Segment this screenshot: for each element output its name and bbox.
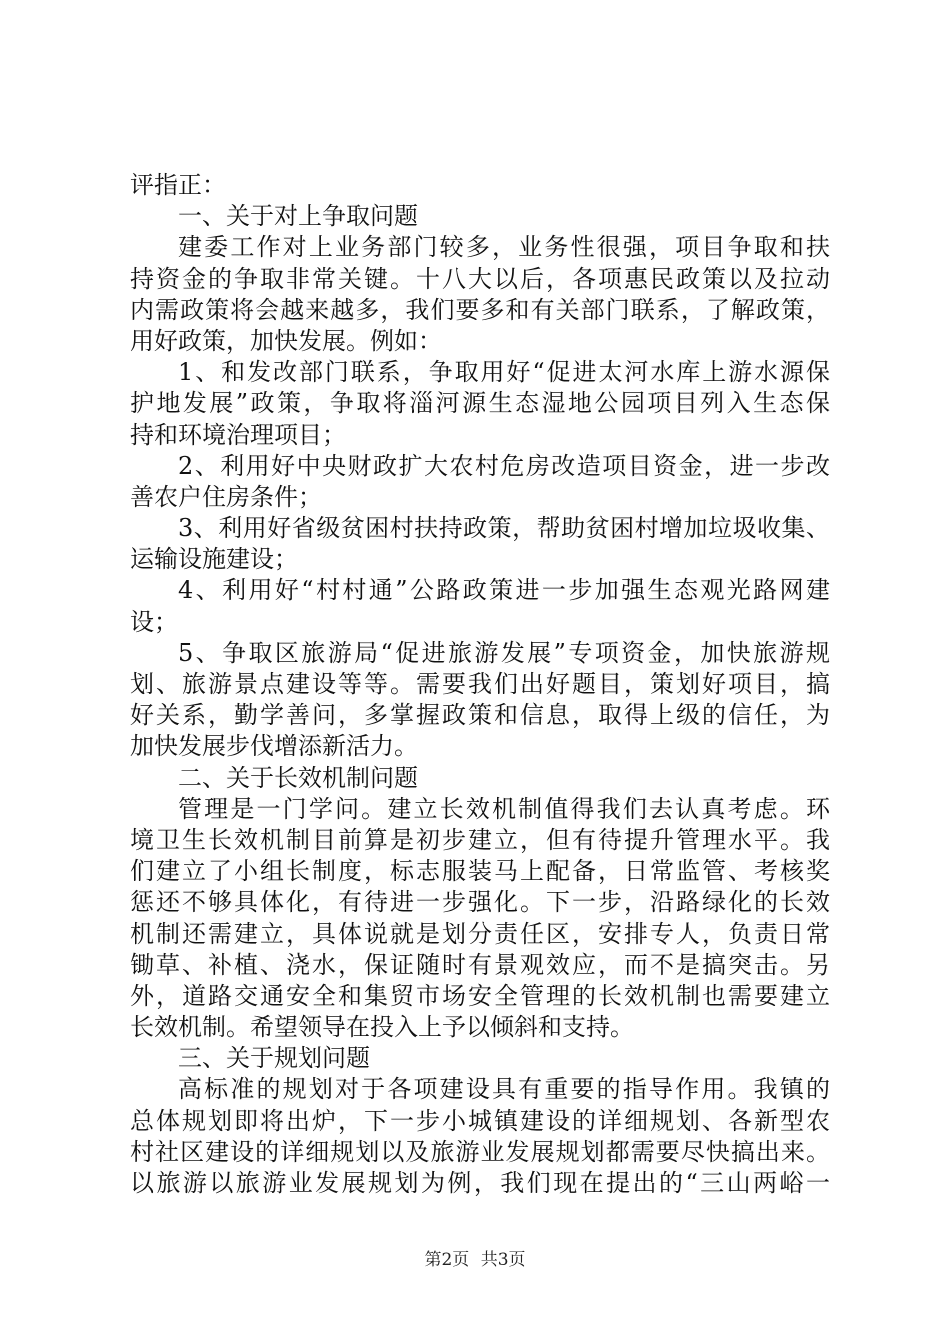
text-line: 锄草、补植、浇水，保证随时有景观效应，而不是搞突击。另 [130, 950, 830, 979]
text-line: 设； [130, 607, 178, 636]
page-number: 第2页 [424, 1250, 470, 1270]
document-body [130, 170, 830, 1199]
text-line: 惩还不够具体化，有待进一步强化。下一步，沿路绿化的长效 [130, 888, 830, 917]
text-line: 二、关于长效机制问题 [178, 763, 418, 792]
text-line: 三、关于规划问题 [178, 1044, 370, 1073]
text-line: 外，道路交通安全和集贸市场安全管理的长效机制也需要建立 [130, 981, 830, 1010]
text-line: 高标准的规划对于各项建设具有重要的指导作用。我镇的 [178, 1075, 830, 1104]
text-line: 持和环境治理项目； [130, 420, 346, 449]
text-line: 长效机制。希望领导在投入上予以倾斜和支持。 [130, 1013, 634, 1042]
text-line: 总体规划即将出炉，下一步小城镇建设的详细规划、各新型农 [130, 1106, 830, 1135]
text-line: 管理是一门学问。建立长效机制值得我们去认真考虑。环 [178, 794, 830, 823]
text-line: 一、关于对上争取问题 [178, 202, 418, 231]
text-line: 以旅游以旅游业发展规划为例，我们现在提出的“三山两峪一 [130, 1169, 830, 1197]
text-line: 内需政策将会越来越多，我们要多和有关部门联系，了解政策， [130, 295, 830, 324]
text-line: 5、争取区旅游局“促进旅游发展”专项资金，加快旅游规 [178, 638, 830, 667]
text-line: 划、旅游景点建设等等。需要我们出好题目，策划好项目，搞 [130, 670, 830, 698]
text-line: 持资金的争取非常关键。十八大以后，各项惠民政策以及拉动 [130, 264, 830, 293]
text-line: 加快发展步伐增添新活力。 [130, 732, 418, 761]
text-line: 村社区建设的详细规划以及旅游业发展规划都需要尽快搞出来。 [130, 1137, 830, 1166]
text-line: 护地发展”政策，争取将淄河源生态湿地公园项目列入生态保 [130, 389, 830, 418]
text-line: 境卫生长效机制目前算是初步建立，但有待提升管理水平。我 [130, 825, 830, 854]
text-line: 1、和发改部门联系，争取用好“促进太河水库上游水源保 [178, 358, 830, 387]
text-line: 用好政策，加快发展。例如： [130, 326, 442, 355]
page-total: 共3页 [480, 1250, 526, 1270]
page-footer [0, 1245, 950, 1270]
text-line: 评指正： [130, 171, 226, 199]
text-line: 运输设施建设； [130, 545, 298, 574]
text-line: 4、利用好“村村通”公路政策进一步加强生态观光路网建 [178, 576, 830, 605]
text-line: 建委工作对上业务部门较多，业务性很强，项目争取和扶 [178, 233, 830, 262]
text-line: 机制还需建立，具体说就是划分责任区，安排专人，负责日常 [130, 919, 830, 948]
text-line: 2、利用好中央财政扩大农村危房改造项目资金，进一步改 [178, 451, 830, 480]
text-line: 们建立了小组长制度，标志服装马上配备，日常监管、考核奖 [130, 857, 830, 886]
text-line: 善农户住房条件； [130, 482, 322, 511]
text-line: 好关系，勤学善问，多掌握政策和信息，取得上级的信任，为 [130, 701, 830, 730]
text-line: 3、利用好省级贫困村扶持政策，帮助贫困村增加垃圾收集、 [178, 514, 830, 543]
